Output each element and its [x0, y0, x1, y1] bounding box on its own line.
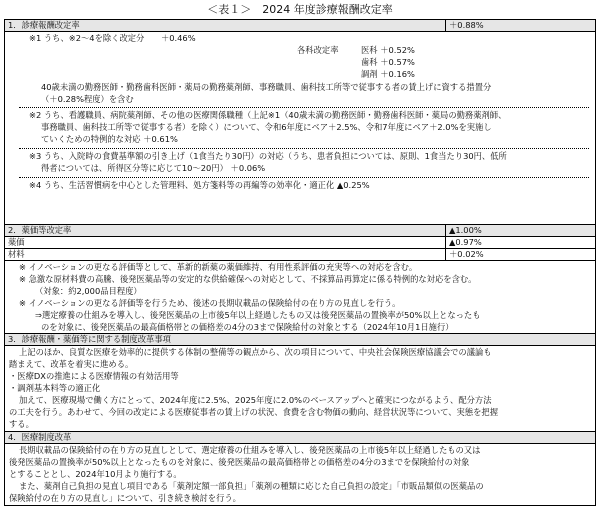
materials-row [5, 248, 595, 260]
s3-line: の工夫を行う。あわせて、今回の改定による医療従事者の賃上げの状況、食費を含む物価の動向、経営状況等について、実態を把握 [9, 407, 499, 417]
section4-title: 4．医療制度改革 [8, 432, 72, 442]
materials-label: 材料 [8, 249, 25, 259]
s3-line: 上記のほか、良質な医療を効率的に提供する体制の整備等の観点から、次の項目について、中央社会保険医療協議会での議論も [19, 347, 492, 357]
s3-line: ・医療DXの推進による医療情報の有効活用等 [9, 371, 179, 381]
section3-title: 3．診療報酬・薬価等に関する制度改革事項 [8, 334, 171, 344]
note3-line1: ※3 うち、入院時の食費基準額の引き上げ（1食当たり30円）の対応（うち、患者負担については、原則、1食当たり30円、低所 [29, 151, 507, 161]
note1-line2: 40歳未満の勤務医師・勤務歯科医師・薬局の勤務薬剤師、事務職員、歯科技工所等で従事する者の賃上げに資する措置分 [41, 82, 492, 92]
note2-line3: ていくための特例的な対応 ＋0.61% [41, 134, 178, 144]
note1-line1: ※1 うち、※2～4を除く改定分 ＋0.46% [29, 33, 196, 43]
dept-rate-dental: 歯科 ＋0.57% [361, 57, 415, 67]
drug-price-label: 薬価 [8, 237, 25, 247]
section2-title: 2．薬価等改定率 [8, 225, 72, 235]
section4-header [5, 431, 595, 443]
column-divider [445, 20, 446, 31]
s2-note: のを対象に、後発医薬品の最高価格帯との価格差の4分の3まで保険給付の対象とする（2024年10月1日施行） [41, 322, 454, 332]
dept-rate-label: 各科改定率 [297, 45, 339, 55]
section1-body [5, 31, 595, 224]
dept-rate-medical: 医科 ＋0.52% [361, 45, 415, 55]
s4-line: 長期収載品の保険給付の在り方の見直しとして、選定療養の仕組みを導入し、後発医薬品の上市後5年以上経過したもの又は [19, 445, 481, 455]
s3-line: 踏まえて、改革を着実に進める。 [9, 359, 134, 369]
column-divider [445, 249, 446, 260]
section1-header [5, 20, 595, 31]
revision-table [4, 19, 596, 506]
note2-line1: ※2 うち、看護職員、病院薬剤師、その他の医療関係職種（上記※1（40歳未満の勤務医師・勤務歯科医師・薬局の勤務薬剤師、 [29, 110, 507, 120]
s4-line: 保険給付の在り方の見直し」について、引き続き検討を行う。 [9, 493, 241, 503]
column-divider [445, 225, 446, 236]
materials-value: ＋0.02% [449, 249, 484, 259]
section2-header [5, 224, 595, 236]
s4-line: また、薬剤自己負担の見直し項目である「薬剤定額一部負担」「薬剤の種類に応じた自己負担の設定」「市販品類似の医薬品の [19, 481, 484, 491]
s3-line: ・調剤基本料等の適正化 [9, 383, 101, 393]
section3-header [5, 333, 595, 345]
dotted-divider [19, 177, 589, 178]
table-title: ＜表１＞ 2024 年度診療報酬改定率 [207, 3, 393, 16]
s2-note: ⇒選定療養の仕組みを導入し、後発医薬品の上市後5年以上経過したもの又は後発医薬品の置換率が50%以上となったも [35, 310, 481, 320]
s3-line: 加えて、医療現場で働く方にとって、2024年度に2.5%、2025年度に2.0%のベースアップへと確実につながるよう、配分方法 [19, 395, 492, 405]
s2-note: ※ 急激な原材料費の高騰、後発医薬品等の安定的な供給確保への対応として、不採算品再算定に係る特例的な対応を含む。 [19, 274, 477, 284]
dotted-divider [19, 107, 589, 108]
note3-line2: 得者については、所得区分等に応じて10～20円） ＋0.06% [41, 163, 266, 173]
note1-line3: （＋0.28%程度）を含む [41, 94, 134, 104]
s3-line: する。 [9, 419, 34, 429]
drug-price-row [5, 236, 595, 248]
note4-line1: ※4 うち、生活習慣病を中心とした管理料、処方箋料等の再編等の効率化・適正化 ▲0.25% [29, 180, 370, 190]
dept-rate-pharmacy: 調剤 ＋0.16% [361, 69, 415, 79]
section2-rate: ▲1.00% [449, 225, 482, 235]
section1-rate: ＋0.88% [449, 20, 484, 30]
section4-body [5, 443, 595, 505]
s2-note: ※ イノベーションの更なる評価等として、革新的新薬の薬価維持、有用性系評価の充実等への対応を含む。 [19, 262, 418, 272]
s4-line: 後発医薬品の置換率が50%以上となったものを対象に、後発医薬品の最高価格帯との価格差の4分の3までを保険給付の対象 [9, 457, 470, 467]
column-divider [445, 237, 446, 248]
drug-price-value: ▲0.97% [449, 237, 482, 247]
s2-note: ※ イノベーションの更なる評価等を行うため、後述の長期収載品の保険給付の在り方の見直しを行う。 [19, 298, 401, 308]
s4-line: とすることとし、2024年10月より施行する。 [9, 469, 182, 479]
section3-body [5, 345, 595, 431]
dotted-divider [19, 148, 589, 149]
s2-note: （対象：約2,000品目程度） [35, 286, 142, 296]
section1-title: 1．診療報酬改定率 [8, 20, 80, 30]
section2-notes [5, 260, 595, 333]
note2-line2: 事務職員、歯科技工所等で従事する者）を除く）について、令和6年度にベア＋2.5%、令和7年度にベア＋2.0%を実施し [41, 122, 492, 132]
